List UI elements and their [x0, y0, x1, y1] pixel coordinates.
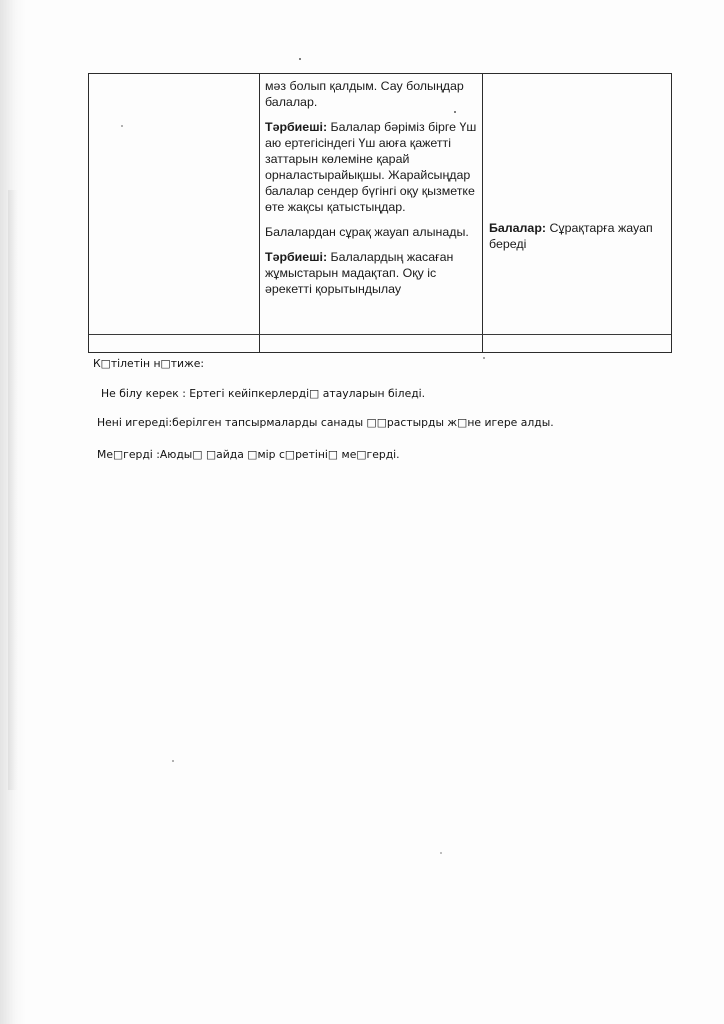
- speaker-label: Балалар:: [489, 221, 547, 235]
- paragraph-text: Балалардың жасаған жұмыстарын мадақтап. Оқу іс әрекетті қорытындылау: [265, 250, 454, 296]
- column-divider: [259, 74, 260, 352]
- scan-speck: [483, 357, 485, 359]
- scan-speck: [440, 852, 442, 854]
- paragraph: [265, 249, 479, 297]
- paragraph: мәз болып қалдым. Сау болыңдар балалар.: [265, 79, 464, 109]
- outcome-skill: Ме□герді :Аюды□ □айда □мір с□ретіні□ ме□герді.: [97, 448, 400, 461]
- scan-speck: [172, 760, 174, 762]
- speaker-label: Тәрбиеші:: [265, 250, 328, 264]
- paragraph-text: Сұрақтарға жауап береді: [489, 221, 653, 251]
- paragraph-text: Балалар бәріміз бірге Үш аю ертегісіндегі Үш аюға қажетті заттарын көлеміне қарай орналастырайықшы. Жарайсыңдар балалар сендер бүгінгі оқу қызметке өте жақсы қатыстыңдар.: [265, 120, 477, 214]
- row-divider: [89, 334, 671, 335]
- paragraph: [265, 119, 479, 215]
- outcome-master: Нені игереді:берілген тапсырмаларды санады □□растырды ж□не игере алды.: [97, 416, 554, 429]
- speaker-label: Тәрбиеші:: [265, 120, 328, 134]
- paragraph: Балалардан сұрақ жауап алынады.: [265, 225, 469, 239]
- scan-shadow-inner: [8, 190, 18, 790]
- lesson-table: [88, 73, 672, 353]
- column-divider: [482, 74, 483, 352]
- children-activity-cell: [489, 220, 669, 252]
- teacher-activity-cell: [265, 78, 479, 306]
- scan-speck: [299, 58, 301, 60]
- outcome-title: К□тілетін н□тиже:: [93, 357, 205, 370]
- outcome-know: Не білу керек : Ертегі кейіпкерлерді□ атауларын біледі.: [101, 387, 426, 400]
